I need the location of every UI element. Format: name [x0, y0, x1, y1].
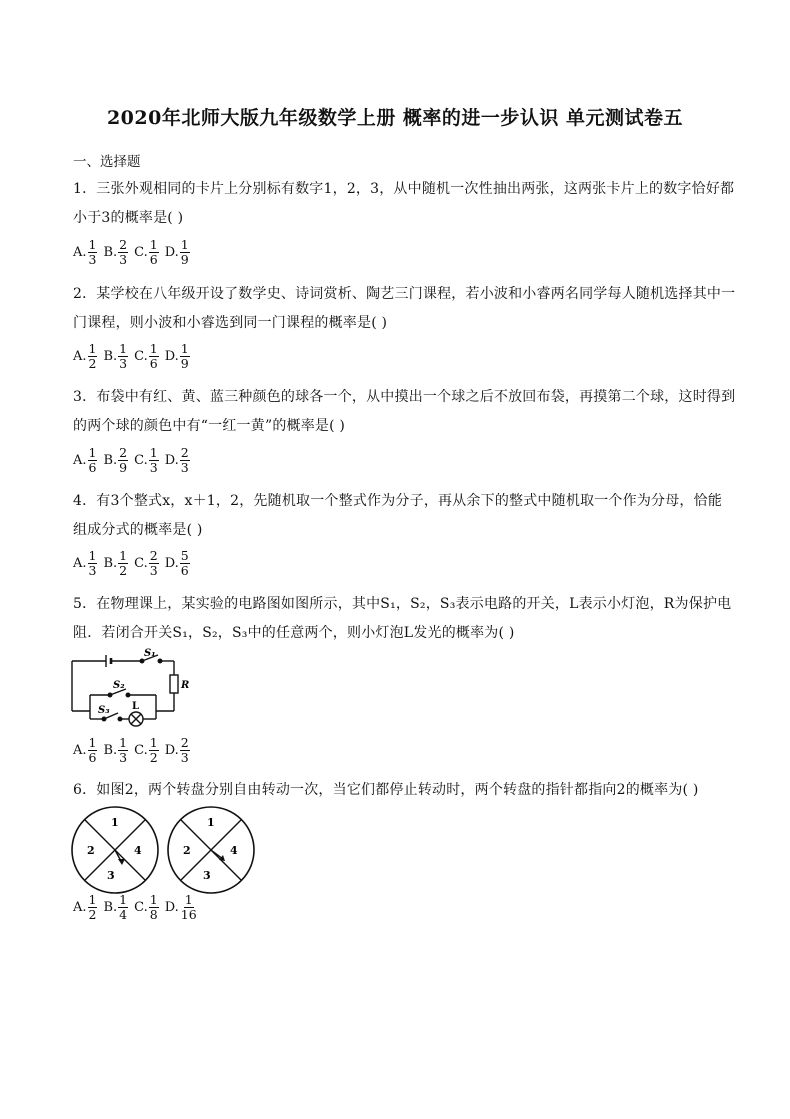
spinners-figure	[70, 805, 266, 897]
question-5-line-2: 阻．若闭合开关S₁，S₂，S₃中的任意两个，则小灯泡L发光的概率为( )	[73, 625, 515, 641]
option-b[interactable]: B. $\frac{2}{9}$	[103, 445, 128, 475]
option-b[interactable]: B. $\frac{1}{3}$	[103, 341, 128, 371]
option-c[interactable]: C. $\frac{1}{3}$	[134, 445, 158, 475]
option-b[interactable]: B. $\frac{1}{2}$	[103, 548, 128, 578]
question-3-line-1: 3．布袋中有红、黄、蓝三种颜色的球各一个，从中摸出一个球之后不放回布袋，再摸第二个球，这时得到	[73, 389, 736, 405]
fraction: $\frac{1}{6}$	[149, 341, 158, 371]
fraction: $\frac{1}{3}$	[88, 548, 97, 578]
question-4-line-2: 组成分式的概率是( )	[73, 522, 203, 538]
option-a[interactable]: A. $\frac{1}{3}$	[73, 548, 97, 578]
fraction: $\frac{2}{3}$	[119, 237, 128, 267]
circuit-diagram	[68, 647, 192, 729]
option-b[interactable]: B. $\frac{2}{3}$	[103, 237, 128, 267]
option-d[interactable]: D. $\frac{2}{3}$	[164, 735, 189, 765]
fraction: $\frac{1}{9}$	[180, 237, 189, 267]
option-c[interactable]: C. $\frac{1}{6}$	[134, 237, 158, 267]
option-d[interactable]: D. $\frac{5}{6}$	[164, 548, 189, 578]
question-1-line-1: 1．三张外观相同的卡片上分别标有数字1，2，3，从中随机一次性抽出两张，这两张卡片上的数字恰好都	[73, 181, 735, 197]
fraction: $\frac{1}{3}$	[119, 341, 128, 371]
option-a[interactable]: A. $\frac{1}{6}$	[73, 735, 97, 765]
fraction: $\frac{5}{6}$	[180, 548, 189, 578]
lamp-label: L	[132, 701, 140, 712]
fraction: $\frac{1}{8}$	[149, 892, 158, 922]
fraction: $\frac{1}{4}$	[119, 892, 128, 922]
option-c[interactable]: C. $\frac{1}{6}$	[134, 341, 158, 371]
question-3-line-2: 的两个球的颜色中有“一红一黄”的概率是( )	[73, 418, 346, 434]
fraction: $\frac{1}{2}$	[88, 341, 97, 371]
fraction: $\frac{1}{2}$	[119, 548, 128, 578]
option-a[interactable]: A. $\frac{1}{3}$	[73, 237, 97, 267]
sector-1: 1	[207, 816, 215, 829]
sector-2: 2	[87, 844, 95, 857]
question-1-options	[73, 238, 196, 267]
option-a[interactable]: A. $\frac{1}{2}$	[73, 892, 97, 922]
sector-3: 3	[203, 869, 211, 882]
option-b[interactable]: B. $\frac{1}{4}$	[103, 892, 128, 922]
fraction: $\frac{1}{6}$	[149, 237, 158, 267]
s2-label: S₂	[113, 680, 125, 691]
option-c[interactable]: C. $\frac{1}{8}$	[134, 892, 158, 922]
option-d[interactable]: D. $\frac{1}{16}$	[164, 892, 197, 922]
option-c[interactable]: C. $\frac{2}{3}$	[134, 548, 158, 578]
question-2-line-1: 2．某学校在八年级开设了数学史、诗词赏析、陶艺三门课程，若小波和小睿两名同学每人随机选择其中一	[73, 286, 736, 302]
spinner-right	[168, 807, 254, 893]
question-2-line-2: 门课程，则小波和小睿选到同一门课程的概率是( )	[73, 315, 388, 331]
fraction: $\frac{1}{3}$	[119, 735, 128, 765]
question-5-line-1: 5．在物理课上，某实验的电路图如图所示，其中S₁，S₂，S₃表示电路的开关，L表示小灯泡，R为保护电	[73, 596, 732, 612]
fraction: $\frac{1}{3}$	[149, 445, 158, 475]
fraction: $\frac{1}{9}$	[180, 341, 189, 371]
page-title: 2020年北师大版九年级数学上册 概率的进一步认识 单元测试卷五	[106, 107, 684, 129]
section-heading: 一、选择题	[73, 154, 141, 170]
fraction: $\frac{2}{3}$	[149, 548, 158, 578]
fraction: $\frac{1}{16}$	[180, 892, 197, 922]
s3-label: S₃	[98, 705, 110, 716]
fraction: $\frac{2}{3}$	[180, 445, 189, 475]
resistor-label: R	[181, 680, 190, 691]
fraction: $\frac{1}{6}$	[88, 735, 97, 765]
sector-4: 4	[134, 844, 142, 857]
question-5-options	[73, 736, 196, 765]
option-b[interactable]: B. $\frac{1}{3}$	[103, 735, 128, 765]
question-1-line-2: 小于3的概率是( )	[73, 210, 184, 226]
option-d[interactable]: D. $\frac{1}{9}$	[164, 341, 189, 371]
option-d[interactable]: D. $\frac{2}{3}$	[164, 445, 189, 475]
option-a[interactable]: A. $\frac{1}{6}$	[73, 445, 97, 475]
question-6-line-1: 6．如图2，两个转盘分别自由转动一次，当它们都停止转动时，两个转盘的指针都指向2的概率为( )	[73, 782, 699, 798]
question-4-options	[73, 549, 196, 578]
question-2-options	[73, 342, 196, 371]
fraction: $\frac{2}{3}$	[180, 735, 189, 765]
s1-label: S₁	[144, 648, 156, 659]
sector-2: 2	[183, 844, 191, 857]
option-d[interactable]: D. $\frac{1}{9}$	[164, 237, 189, 267]
sector-4: 4	[230, 844, 238, 857]
question-3-options	[73, 446, 196, 475]
option-c[interactable]: C. $\frac{1}{2}$	[134, 735, 158, 765]
fraction: $\frac{1}{2}$	[88, 892, 97, 922]
question-4-line-1: 4．有3个整式x，x＋1，2，先随机取一个整式作为分子，再从余下的整式中随机取一个作为分母，恰能	[73, 493, 723, 509]
question-6-options	[73, 893, 204, 922]
sector-1: 1	[111, 816, 119, 829]
sector-3: 3	[107, 869, 115, 882]
fraction: $\frac{1}{3}$	[88, 237, 97, 267]
spinner-left	[72, 807, 158, 893]
fraction: $\frac{2}{9}$	[119, 445, 128, 475]
option-a[interactable]: A. $\frac{1}{2}$	[73, 341, 97, 371]
fraction: $\frac{1}{2}$	[149, 735, 158, 765]
fraction: $\frac{1}{6}$	[88, 445, 97, 475]
